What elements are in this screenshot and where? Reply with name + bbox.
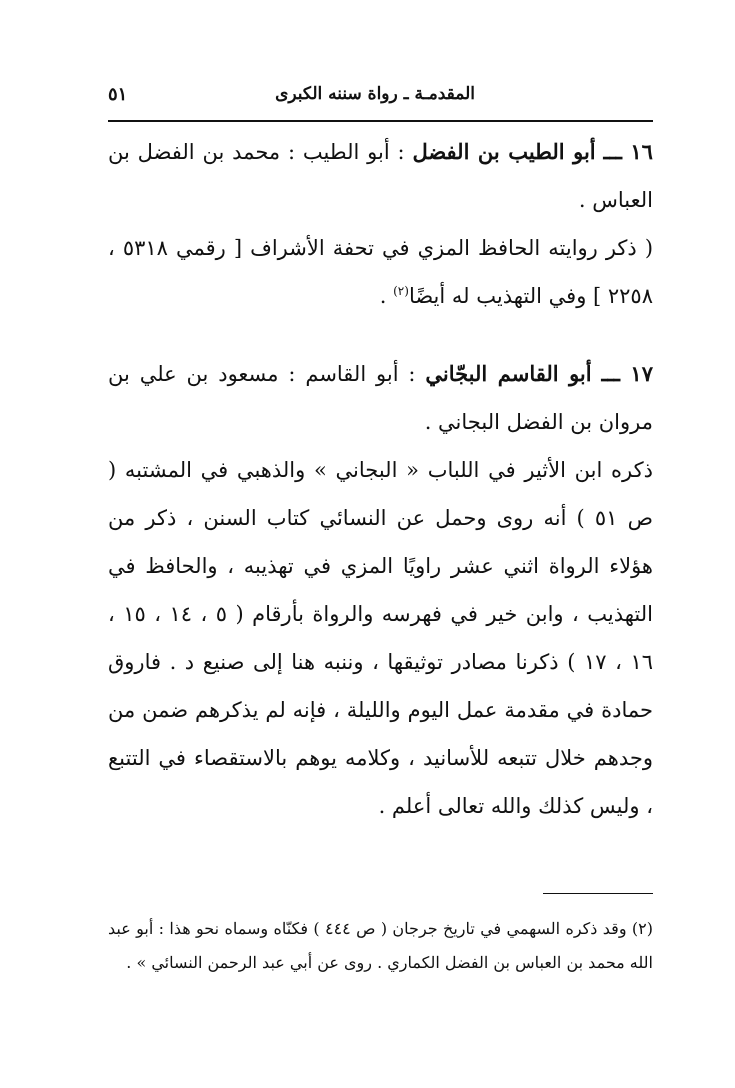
footnote-text: (٢) وقد ذكره السهمي في تاريخ جرجان ( ص ٤٤٤ ) فكنّاه وسماه نحو هذا : أبو عبد الله محمد بن العباس بن الفضل الكماري . روى عن أبي عبد الرحمن النسائي » .	[108, 919, 654, 972]
footnote-separator	[543, 893, 653, 894]
footnote-reference: (٢)	[393, 284, 409, 298]
entry-heading	[108, 128, 653, 224]
entry-paragraph	[108, 224, 653, 320]
footnote	[108, 912, 653, 980]
entry-16	[108, 128, 653, 320]
entry-17	[108, 350, 653, 830]
entry-heading	[108, 350, 653, 446]
entry-name: أبو الطيب بن الفضل	[412, 139, 596, 164]
entry-intro: : أبو الطيب : محمد بن الفضل بن العباس .	[108, 140, 653, 212]
main-text	[108, 128, 653, 830]
entry-spacer	[108, 320, 653, 350]
entry-paragraph: ذكره ابن الأثير في اللباب « البجاني » والذهبي في المشتبه ( ص ٥١ ) أنه روى وحمل عن النسائي كتاب السنن ، ذكر من هؤلاء الرواة اثني عشر راويًا المزي في تهذيبه ، والحافظ في التهذيب ، وابن خير في فهرسه والرواة بأرقام ( ٥ ، ١٤ ، ١٥ ، ١٦ ، ١٧ ) ذكرنا مصادر توثيقها ، وننبه هنا إلى صنيع د . فاروق حمادة في مقدمة عمل اليوم والليلة ، فإنه لم يذكرهم ضمن من وجدهم خلال تتبعه للأسانيد ، وكلامه يوهم بالاستقصاء في التتبع ، وليس كذلك والله تعالى أعلم .	[108, 458, 653, 818]
entry-paragraph-text: ( ذكر روايته الحافظ المزي في تحفة الأشراف [ رقمي ٥٣١٨ ، ٢٢٥٨ ] وفي التهذيب له أيضًا	[108, 236, 654, 308]
entry-paragraph-end: .	[379, 284, 394, 308]
page-number: ٥١	[108, 84, 128, 105]
page-header	[108, 84, 651, 114]
running-title: المقدمـة ـ رواة سننه الكبرى	[275, 84, 475, 104]
entry-number: ١٧ ـــ	[601, 361, 653, 386]
entry-number: ١٦ ـــ	[603, 139, 653, 164]
entry-name: أبو القاسم البجّاني	[425, 361, 592, 386]
entry-intro: : أبو القاسم : مسعود بن علي بن مروان بن الفضل البجاني .	[108, 362, 653, 434]
header-rule	[108, 120, 653, 122]
